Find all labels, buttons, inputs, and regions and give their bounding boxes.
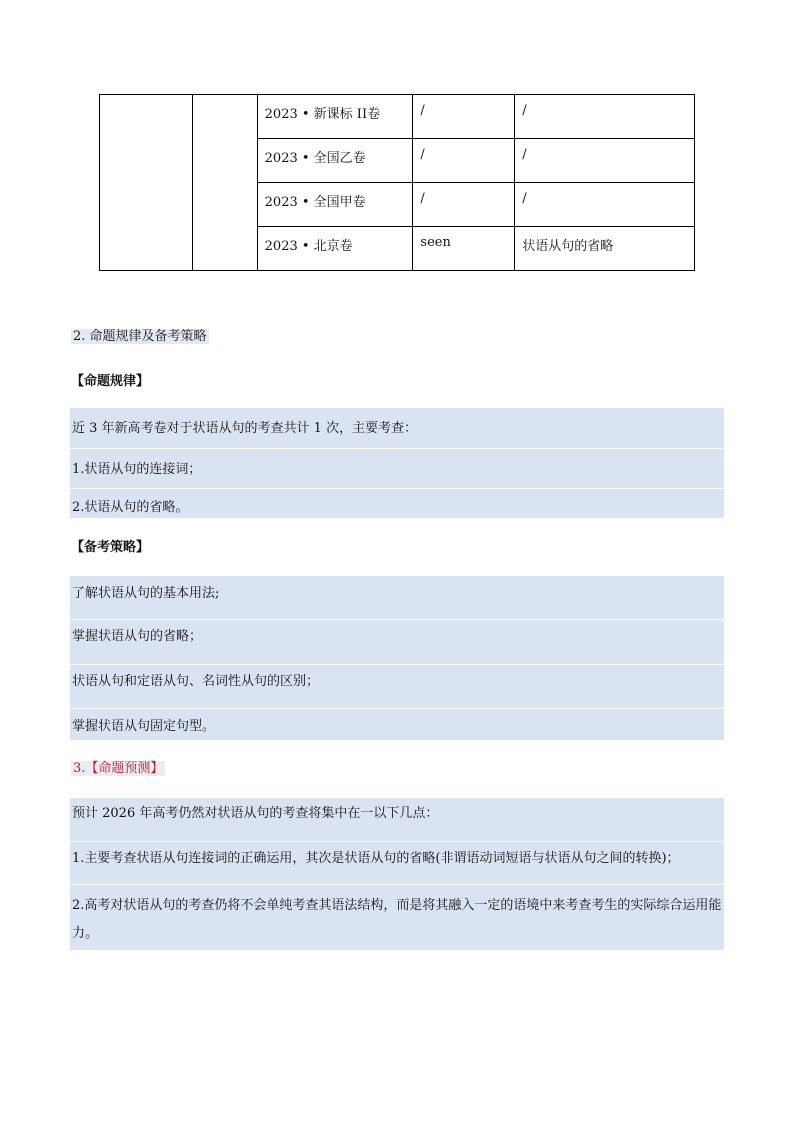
section-2-title xyxy=(71,327,209,347)
section-2-title-text: 2. 命题规律及备考策略 xyxy=(73,329,207,344)
rules-block xyxy=(70,408,724,518)
table-cell-point: 状语从句的省略 xyxy=(515,227,695,271)
strategy-line: 状语从句和定语从句、名词性从句的区别； xyxy=(70,665,724,709)
section-3-title-text: 3.【命题预测】 xyxy=(73,761,164,776)
table-cell-word: / xyxy=(413,139,515,183)
rules-line: 1.状语从句的连接词； xyxy=(70,449,724,489)
table-cell-word: / xyxy=(413,95,515,139)
rules-heading: 【命题规律】 xyxy=(71,374,150,389)
strategy-line: 掌握状语从句固定句型。 xyxy=(72,719,216,734)
table-cell-empty xyxy=(192,95,257,271)
prediction-line: 2.高考对状语从句的考查仍将不会单纯考查其语法结构，而是将其融入一定的语境中来考查考生的实际综合运用能力。 xyxy=(72,898,722,941)
section-3-title xyxy=(71,759,165,779)
strategy-line: 掌握状语从句的省略； xyxy=(70,620,724,665)
rules-line: 近 3 年新高考卷对于状语从句的考查共计 1 次，主要考查： xyxy=(70,408,724,449)
strategy-heading: 【备考策略】 xyxy=(71,540,150,555)
table-cell-word: / xyxy=(413,183,515,227)
strategy-block xyxy=(70,576,724,740)
table-cell-point: / xyxy=(515,139,695,183)
table-cell-paper: 2023 • 新课标 II卷 xyxy=(257,95,413,139)
table-cell-point: / xyxy=(515,95,695,139)
table-cell-paper: 2023 • 全国甲卷 xyxy=(257,183,413,227)
table-cell-point: / xyxy=(515,183,695,227)
table-cell-empty xyxy=(100,95,193,271)
table-cell-paper: 2023 • 全国乙卷 xyxy=(257,139,413,183)
table-cell-word: seen xyxy=(413,227,515,271)
exam-table xyxy=(99,94,695,271)
table-cell-paper: 2023 • 北京卷 xyxy=(257,227,413,271)
prediction-line: 预计 2026 年高考仍然对状语从句的考查将集中在一以下几点： xyxy=(70,798,724,842)
prediction-line: 1.主要考查状语从句连接词的正确运用，其次是状语从句的省略(非谓语动词短语与状语从句之间的转换)； xyxy=(70,842,724,885)
strategy-line: 了解状语从句的基本用法; xyxy=(70,576,724,620)
table-row xyxy=(100,95,695,139)
prediction-block xyxy=(70,798,724,950)
rules-line: 2.状语从句的省略。 xyxy=(72,500,189,515)
